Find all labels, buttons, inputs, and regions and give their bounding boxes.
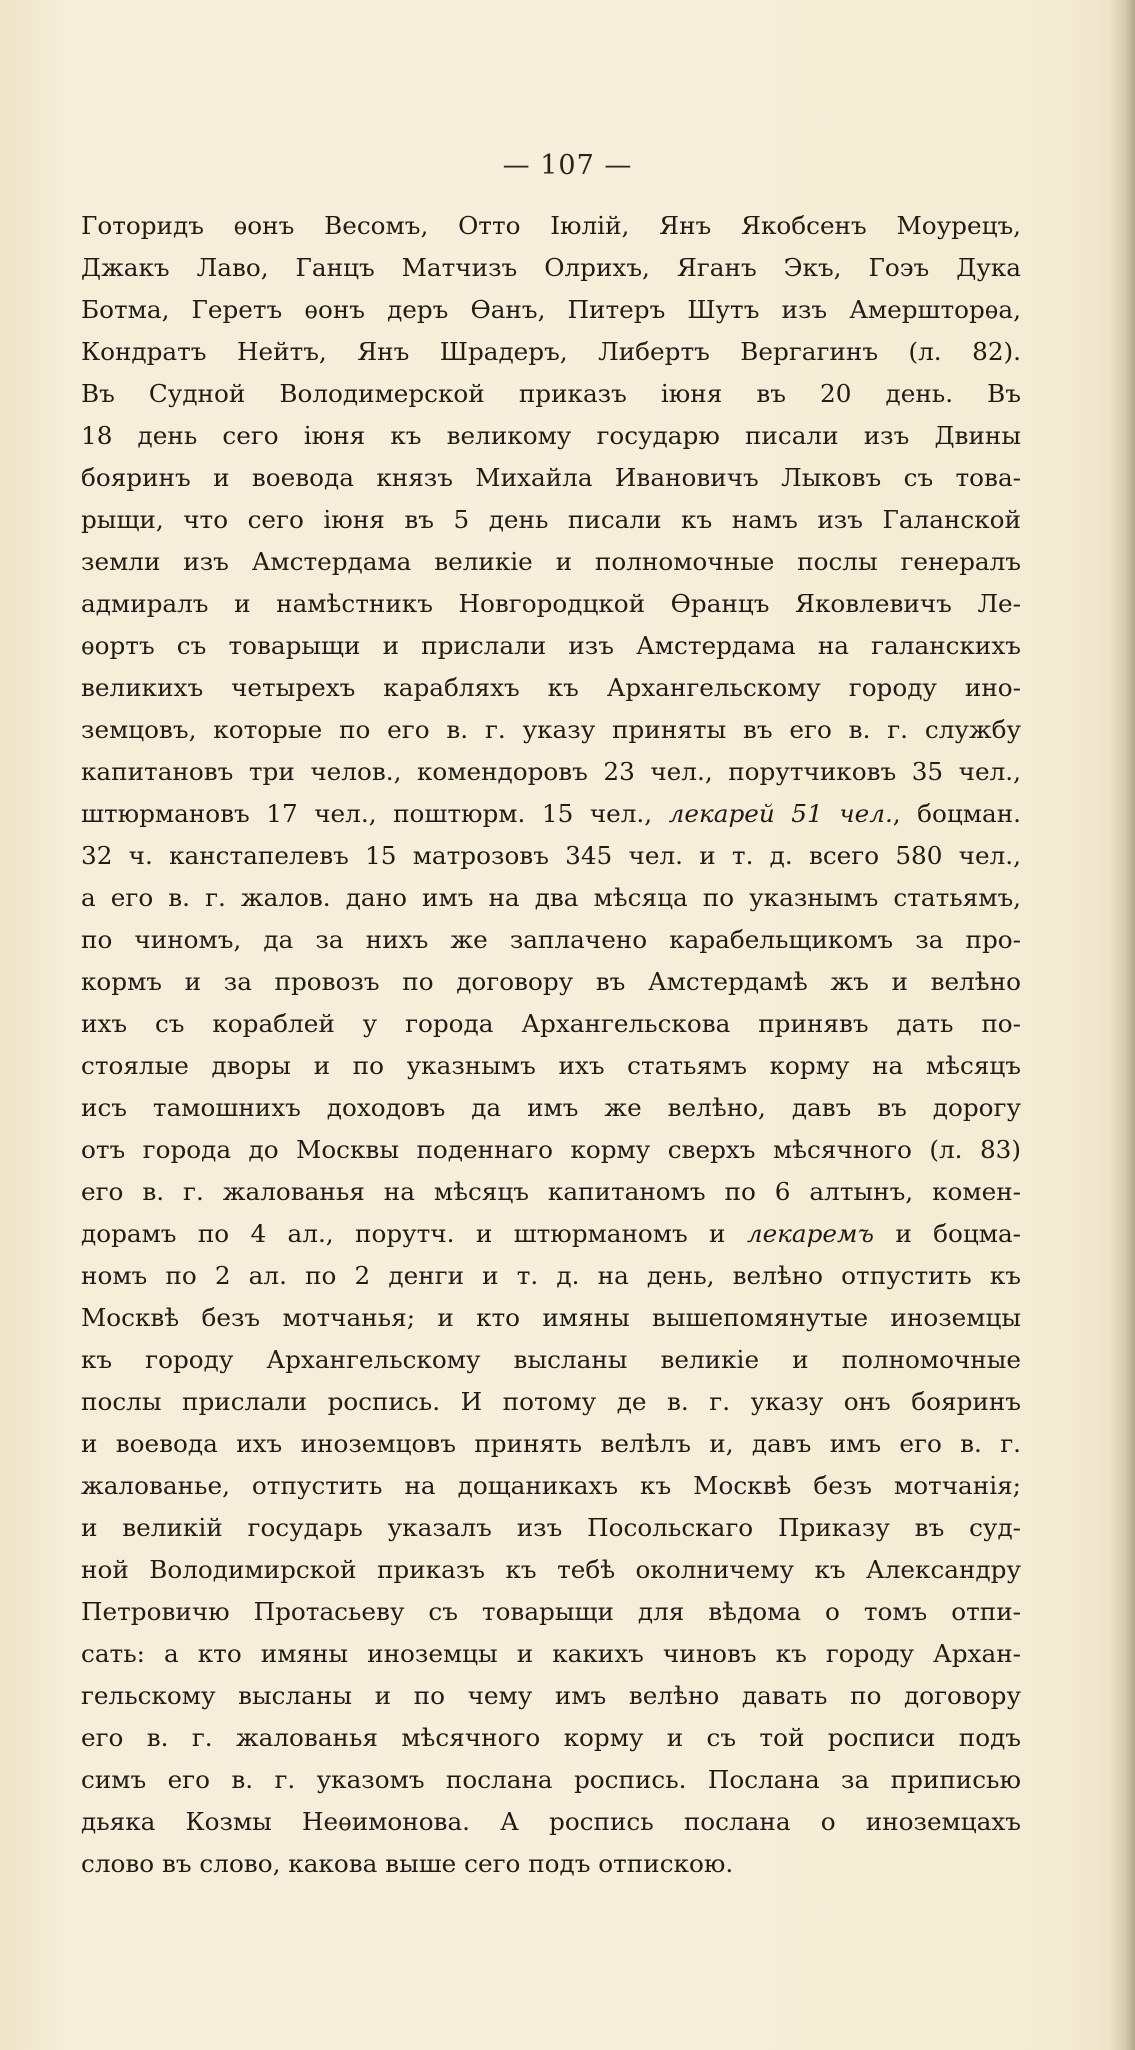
text-run: по чиномъ, да за нихъ же заплачено карабельщикомъ за про- (81, 925, 1021, 954)
text-line (81, 1129, 1021, 1171)
page-number: — 107 — (502, 150, 633, 181)
text-run: его в. г. жалованья мѣсячного корму и съ той росписи подъ (81, 1723, 1021, 1752)
text-run: Готоридъ ѳонъ Весомъ, Отто Іюлій, Янъ Якобсенъ Моурецъ, (81, 211, 1021, 240)
text-run: Кондратъ Нейтъ, Янъ Шрадеръ, Либертъ Вергагинъ (л. 82). (81, 337, 1021, 366)
text-line (81, 1633, 1021, 1675)
text-line (81, 373, 1021, 415)
text-run: великихъ четырехъ карабляхъ къ Архангельскому городу ино- (81, 673, 1021, 702)
text-run: послы прислали роспись. И потому де в. г. указу онъ бояринъ (81, 1387, 1021, 1416)
text-run: Петровичю Протасьеву съ товарыщи для вѣдома о томъ отпи- (81, 1597, 1021, 1626)
text-run: земцовъ, которые по его в. г. указу приняты въ его в. г. службу (81, 715, 1021, 744)
text-run: 32 ч. канстапелевъ 15 матрозовъ 345 чел. и т. д. всего 580 чел., (81, 841, 1021, 870)
text-line (81, 793, 1021, 835)
text-run: бояринъ и воевода князъ Михайла Ивановичъ Лыковъ съ това- (81, 463, 1021, 492)
text-line (81, 1003, 1021, 1045)
text-line (81, 877, 1021, 919)
text-run: симъ его в. г. указомъ послана роспись. Послана за приписью (81, 1765, 1021, 1794)
text-run: слово въ слово, какова выше сего подъ отпискою. (81, 1849, 734, 1878)
text-line (81, 499, 1021, 541)
text-line (81, 289, 1021, 331)
text-line (81, 331, 1021, 373)
italic-text-run: лекаремъ (746, 1219, 874, 1248)
text-line (81, 1843, 1021, 1885)
text-line (81, 1045, 1021, 1087)
text-line (81, 1717, 1021, 1759)
text-run: Джакъ Лаво, Ганцъ Матчизъ Олрихъ, Яганъ Экъ, Гоэъ Дука (81, 253, 1021, 282)
text-line (81, 709, 1021, 751)
text-run: , боцман. (892, 799, 1022, 828)
text-run: исъ тамошнихъ доходовъ да имъ же велѣно, давъ въ дорогу (81, 1093, 1021, 1122)
text-line (81, 1507, 1021, 1549)
text-run: а его в. г. жалов. дано имъ на два мѣсяца по указнымъ статьямъ, (81, 883, 1021, 912)
text-line (81, 919, 1021, 961)
text-line (81, 751, 1021, 793)
text-run: его в. г. жалованья на мѣсяцъ капитаномъ по 6 алтынъ, комен- (81, 1177, 1021, 1206)
text-run: номъ по 2 ал. по 2 денги и т. д. на день, велѣно отпустить къ (81, 1261, 1021, 1290)
text-line (81, 1675, 1021, 1717)
text-run: жалованье, отпустить на дощаникахъ къ Москвѣ безъ мотчанія; (81, 1471, 1021, 1500)
text-line (81, 457, 1021, 499)
text-run: Москвѣ безъ мотчанья; и кто имяны вышепомянутые иноземцы (81, 1303, 1021, 1332)
text-run: 18 день сего іюня къ великому государю писали изъ Двины (81, 421, 1021, 450)
text-line (81, 1255, 1021, 1297)
text-run: и боцма- (873, 1219, 1021, 1248)
text-run: къ городу Архангельскому высланы великіе и полномочные (81, 1345, 1021, 1374)
italic-text-run: лекарей 51 чел. (668, 799, 893, 828)
text-run: ихъ съ кораблей у города Архангельскова принявъ дать по- (81, 1009, 1021, 1038)
text-line (81, 1591, 1021, 1633)
text-line (81, 625, 1021, 667)
text-run: ной Володимирской приказъ къ тебѣ околничему къ Александру (81, 1555, 1021, 1584)
text-line (81, 1801, 1021, 1843)
text-run: капитановъ три челов., комендоровъ 23 чел., порутчиковъ 35 чел., (81, 757, 1021, 786)
text-run: кормъ и за провозъ по договору въ Амстердамѣ жъ и велѣно (81, 967, 1021, 996)
text-run: и воевода ихъ иноземцовъ принять велѣлъ и, давъ имъ его в. г. (81, 1429, 1021, 1458)
text-line (81, 1423, 1021, 1465)
text-line (81, 1549, 1021, 1591)
text-line (81, 1171, 1021, 1213)
text-line (81, 1339, 1021, 1381)
text-line (81, 1087, 1021, 1129)
text-run: Ботма, Геретъ ѳонъ деръ Ѳанъ, Питеръ Шутъ изъ Амершторѳа, (81, 295, 1021, 324)
text-run: стоялые дворы и по указнымъ ихъ статьямъ корму на мѣсяцъ (81, 1051, 1021, 1080)
text-line (81, 1213, 1021, 1255)
body-text (81, 205, 1021, 1885)
text-run: дьяка Козмы Неѳимонова. А роспись послана о иноземцахъ (81, 1807, 1021, 1836)
text-line (81, 247, 1021, 289)
text-run: ѳортъ съ товарыщи и прислали изъ Амстердама на галанскихъ (81, 631, 1021, 660)
text-run: адмиралъ и намѣстникъ Новгородцкой Ѳранцъ Яковлевичъ Ле- (81, 589, 1021, 618)
text-line (81, 541, 1021, 583)
text-line (81, 1381, 1021, 1423)
text-line (81, 1465, 1021, 1507)
text-line (81, 961, 1021, 1003)
text-line (81, 667, 1021, 709)
text-run: земли изъ Амстердама великіе и полномочные послы генералъ (81, 547, 1021, 576)
text-run: штюрмановъ 17 чел., поштюрм. 15 чел., (81, 799, 669, 828)
text-run: и великій государь указалъ изъ Посольскаго Приказу въ суд- (81, 1513, 1021, 1542)
text-line (81, 1297, 1021, 1339)
text-line (81, 583, 1021, 625)
text-line (81, 205, 1021, 247)
text-run: сать: а кто имяны иноземцы и какихъ чиновъ къ городу Архан- (81, 1639, 1021, 1668)
text-run: отъ города до Москвы поденнаго корму сверхъ мѣсячного (л. 83) (81, 1135, 1021, 1164)
text-line (81, 415, 1021, 457)
text-run: рыщи, что сего іюня въ 5 день писали къ намъ изъ Галанской (81, 505, 1021, 534)
text-line (81, 835, 1021, 877)
text-run: гельскому высланы и по чему имъ велѣно давать по договору (81, 1681, 1021, 1710)
text-run: дорамъ по 4 ал., порутч. и штюрманомъ и (81, 1219, 747, 1248)
text-run: Въ Судной Володимерской приказъ іюня въ 20 день. Въ (81, 379, 1021, 408)
page-gutter-shadow (1109, 0, 1135, 2050)
text-line (81, 1759, 1021, 1801)
